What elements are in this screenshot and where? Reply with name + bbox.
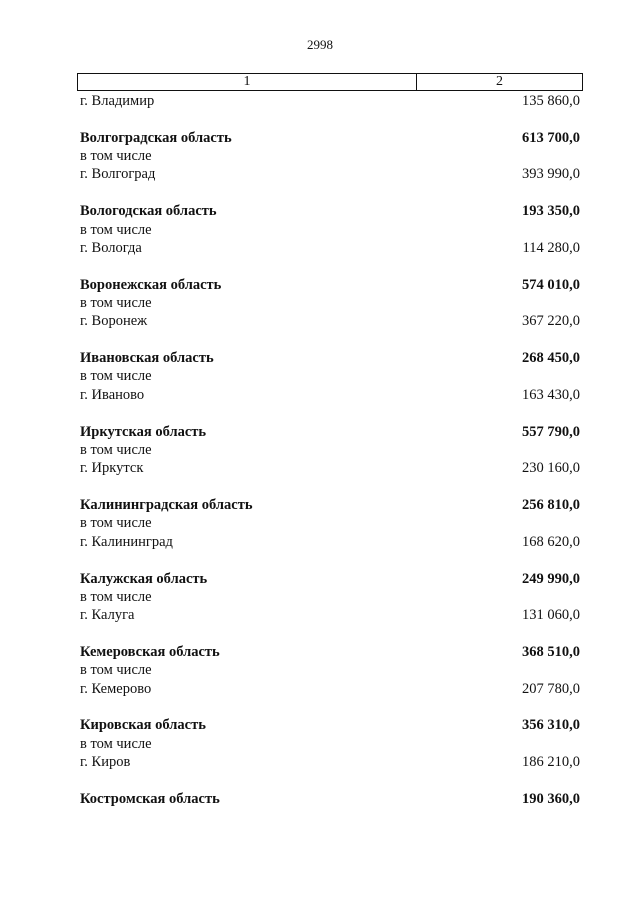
subheading-label: в том числе	[80, 221, 152, 238]
subheading-row	[80, 147, 580, 165]
region-value: 574 010,0	[522, 276, 580, 293]
city-value: 163 430,0	[522, 386, 580, 403]
region-name: Калужская область	[80, 570, 208, 587]
region-value: 613 700,0	[522, 129, 580, 146]
city-name: г. Вологда	[80, 239, 142, 256]
page-number: 2998	[307, 37, 333, 52]
region-row	[80, 202, 580, 220]
city-value: 135 860,0	[522, 93, 580, 109]
city-value: 367 220,0	[522, 313, 580, 330]
region-name: Кировская область	[80, 717, 206, 734]
subheading-label: в том числе	[80, 441, 152, 458]
region-row	[80, 349, 580, 367]
city-name: г. Кемерово	[80, 680, 152, 697]
subheading-row	[80, 441, 580, 459]
city-name: г. Иваново	[80, 386, 145, 403]
city-row	[80, 386, 580, 404]
region-name: Иркутская область	[80, 423, 207, 440]
city-row	[80, 165, 580, 183]
region-row	[80, 643, 580, 661]
subheading-row	[80, 294, 580, 312]
city-value: 207 780,0	[522, 680, 580, 697]
column-header-1: 1	[78, 74, 417, 90]
table-header	[77, 73, 583, 91]
region-value: 256 810,0	[522, 497, 580, 514]
column-header-2: 2	[496, 74, 503, 89]
region-row	[80, 276, 580, 294]
subheading-row	[80, 661, 580, 679]
subheading-label: в том числе	[80, 662, 152, 679]
city-value: 186 210,0	[522, 754, 580, 771]
region-row	[80, 570, 580, 588]
city-row	[80, 312, 580, 330]
subheading-row	[80, 367, 580, 385]
subheading-label: в том числе	[80, 368, 152, 385]
city-row	[80, 533, 580, 551]
city-row	[80, 239, 580, 257]
region-name: Калининградская область	[80, 497, 253, 514]
subheading-row	[80, 221, 580, 239]
subheading-label: в том числе	[80, 148, 152, 165]
city-value: 131 060,0	[522, 607, 580, 624]
city-row	[80, 459, 580, 477]
region-row	[80, 129, 580, 147]
city-value: 230 160,0	[522, 460, 580, 477]
subheading-label: в том числе	[80, 588, 152, 605]
city-name: г. Воронеж	[80, 313, 148, 330]
region-name: Вологодская область	[80, 203, 217, 220]
region-value: 368 510,0	[522, 643, 580, 660]
region-value: 249 990,0	[522, 570, 580, 587]
city-row	[80, 680, 580, 698]
subheading-row	[80, 735, 580, 753]
region-value: 356 310,0	[522, 717, 580, 734]
region-name: Воронежская область	[80, 276, 222, 293]
region-row	[80, 790, 580, 808]
city-name: г. Волгоград	[80, 166, 156, 183]
city-name: г. Владимир	[80, 93, 155, 109]
region-value: 193 350,0	[522, 203, 580, 220]
table-row	[80, 92, 580, 110]
subheading-label: в том числе	[80, 735, 152, 752]
region-value: 190 360,0	[522, 790, 580, 807]
region-name: Ивановская область	[80, 350, 214, 367]
city-name: г. Калуга	[80, 607, 135, 624]
region-row	[80, 716, 580, 734]
subheading-row	[80, 588, 580, 606]
city-value: 393 990,0	[522, 166, 580, 183]
region-row	[80, 423, 580, 441]
city-name: г. Киров	[80, 754, 131, 771]
subheading-label: в том числе	[80, 515, 152, 532]
city-row	[80, 606, 580, 624]
region-name: Костромская область	[80, 790, 220, 807]
city-name: г. Калининград	[80, 533, 173, 550]
region-value: 268 450,0	[522, 350, 580, 367]
region-row	[80, 496, 580, 514]
city-value: 168 620,0	[522, 533, 580, 550]
city-value: 114 280,0	[522, 239, 580, 256]
table-body	[80, 92, 580, 808]
region-value: 557 790,0	[522, 423, 580, 440]
city-row	[80, 753, 580, 771]
subheading-label: в том числе	[80, 295, 152, 312]
region-name: Кемеровская область	[80, 643, 220, 660]
region-name: Волгоградская область	[80, 129, 232, 146]
city-name: г. Иркутск	[80, 460, 144, 477]
subheading-row	[80, 514, 580, 532]
